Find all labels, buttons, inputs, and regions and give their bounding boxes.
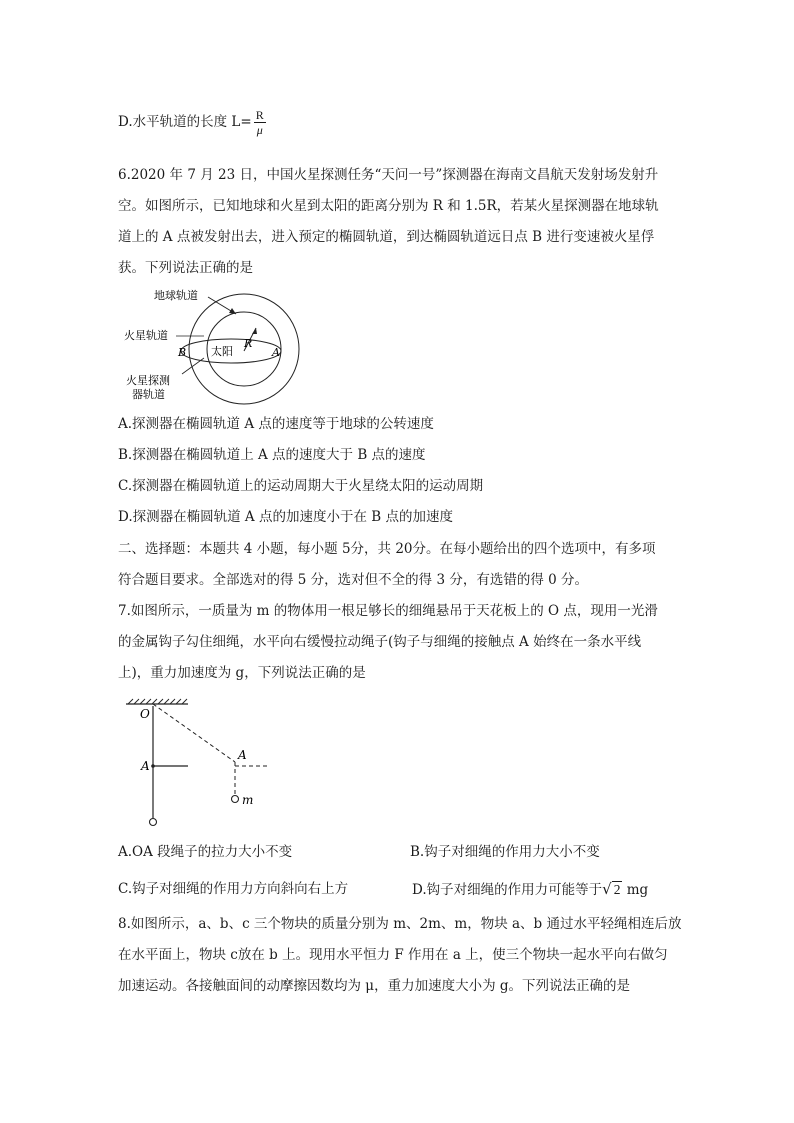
q8-stem-line-2: 在水平面上，物块 c放在 b 上。现用水平恒力 F 作用在 a 上，使三个物块一起水平向右做匀	[118, 947, 668, 963]
point-a-left	[151, 764, 155, 768]
ceiling-hatching	[128, 699, 187, 704]
label-probe-orbit-2: 器轨道	[132, 388, 165, 401]
q7-option-a: A.OA 段绳子的拉力大小不变	[118, 844, 293, 860]
label-sun: 太阳	[211, 345, 233, 358]
q8-stem-line-1: 8.如图所示，a、b、c 三个物块的质量分别为 m、2m、m，物块 a、b 通过水平轻绳相连后放	[118, 916, 682, 932]
label-a-right: A	[238, 748, 247, 762]
q6-stem-line-4: 获。下列说法正确的是	[118, 260, 253, 276]
earth-orbit-arrow-head	[229, 308, 236, 314]
label-m: m	[242, 793, 254, 807]
q7-option-d-suffix: mg	[622, 882, 649, 898]
q6-stem-line-1: 6.2020 年 7 月 23 日，中国火星探测任务“天问一号”探测器在海南文昌航天发射场发射升	[118, 167, 659, 183]
label-earth-orbit: 地球轨道	[154, 289, 198, 302]
fraction-denominator: μ	[256, 123, 263, 137]
q8-stem-line-3: 加速运动。各接触面间的动摩擦因数均为 μ，重力加速度大小为 g。下列说法正确的是	[118, 978, 630, 994]
label-a-left: A	[141, 759, 150, 773]
label-a: A	[272, 346, 280, 359]
sqrt-icon: √	[602, 880, 612, 898]
probe-orbit-leader	[182, 358, 204, 374]
label-b: B	[178, 346, 187, 359]
section2-line-2: 符合题目要求。全部选对的得 5 分，选对但不全的得 3 分，有选错的得 0 分。	[118, 572, 589, 588]
radius-arrow-head	[252, 328, 257, 334]
fraction-numerator: R	[255, 108, 264, 122]
q7-option-d-prefix: D.钩子对细绳的作用力可能等于	[412, 882, 603, 898]
q7-stem-line-2: 的金属钩子勾住细绳，水平向右缓慢拉动绳子(钩子与细绳的接触点 A 始终在一条水平线	[118, 634, 642, 650]
q6-option-c: C.探测器在椭圆轨道上的运动周期大于火星绕太阳的运动周期	[118, 478, 484, 494]
q7-option-d-radicand: 2	[613, 882, 621, 897]
q6-option-d: D.探测器在椭圆轨道 A 点的加速度小于在 B 点的加速度	[118, 509, 453, 525]
fraction-r-over-mu	[254, 108, 266, 137]
label-o: O	[140, 707, 150, 721]
mass-left	[150, 819, 157, 826]
q7-option-c: C.钩子对细绳的作用力方向斜向右上方	[118, 881, 349, 897]
section2-line-1: 二、选择题：本题共 4 小题，每小题 5分，共 20分。在每小题给出的四个选项中，有多项	[118, 541, 656, 557]
q7-option-b: B.钩子对细绳的作用力大小不变	[410, 844, 600, 860]
q6-orbit-figure	[118, 284, 308, 406]
mass-right	[232, 796, 239, 803]
rope-oa-dashed	[153, 704, 235, 762]
label-r: R	[244, 337, 253, 350]
q7-stem-line-1: 7.如图所示，一质量为 m 的物体用一根足够长的细绳悬吊于天花板上的 O 点，现用一光滑	[118, 603, 658, 619]
q6-stem-line-3: 道上的 A 点被发射出去，进入预定的椭圆轨道，到达椭圆轨道远日点 B 进行变速被火星俘	[118, 229, 655, 245]
q7-stem-line-3: 上)，重力加速度为 g，下列说法正确的是	[118, 665, 366, 681]
label-probe-orbit-1: 火星探测	[126, 374, 170, 387]
q6-stem-line-2: 空。如图所示，已知地球和火星到太阳的距离分别为 R 和 1.5R，若某火星探测器在地球轨	[118, 198, 659, 214]
q5-option-d-prefix: D.水平轨道的长度 L=	[118, 114, 252, 130]
q5-option-d	[118, 108, 266, 137]
q7-rope-figure	[118, 696, 288, 830]
q6-option-b: B.探测器在椭圆轨道上 A 点的速度大于 B 点的速度	[118, 447, 426, 463]
q7-option-d	[412, 880, 648, 899]
label-mars-orbit: 火星轨道	[124, 329, 168, 342]
q6-option-a: A.探测器在椭圆轨道 A 点的速度等于地球的公转速度	[118, 416, 434, 432]
